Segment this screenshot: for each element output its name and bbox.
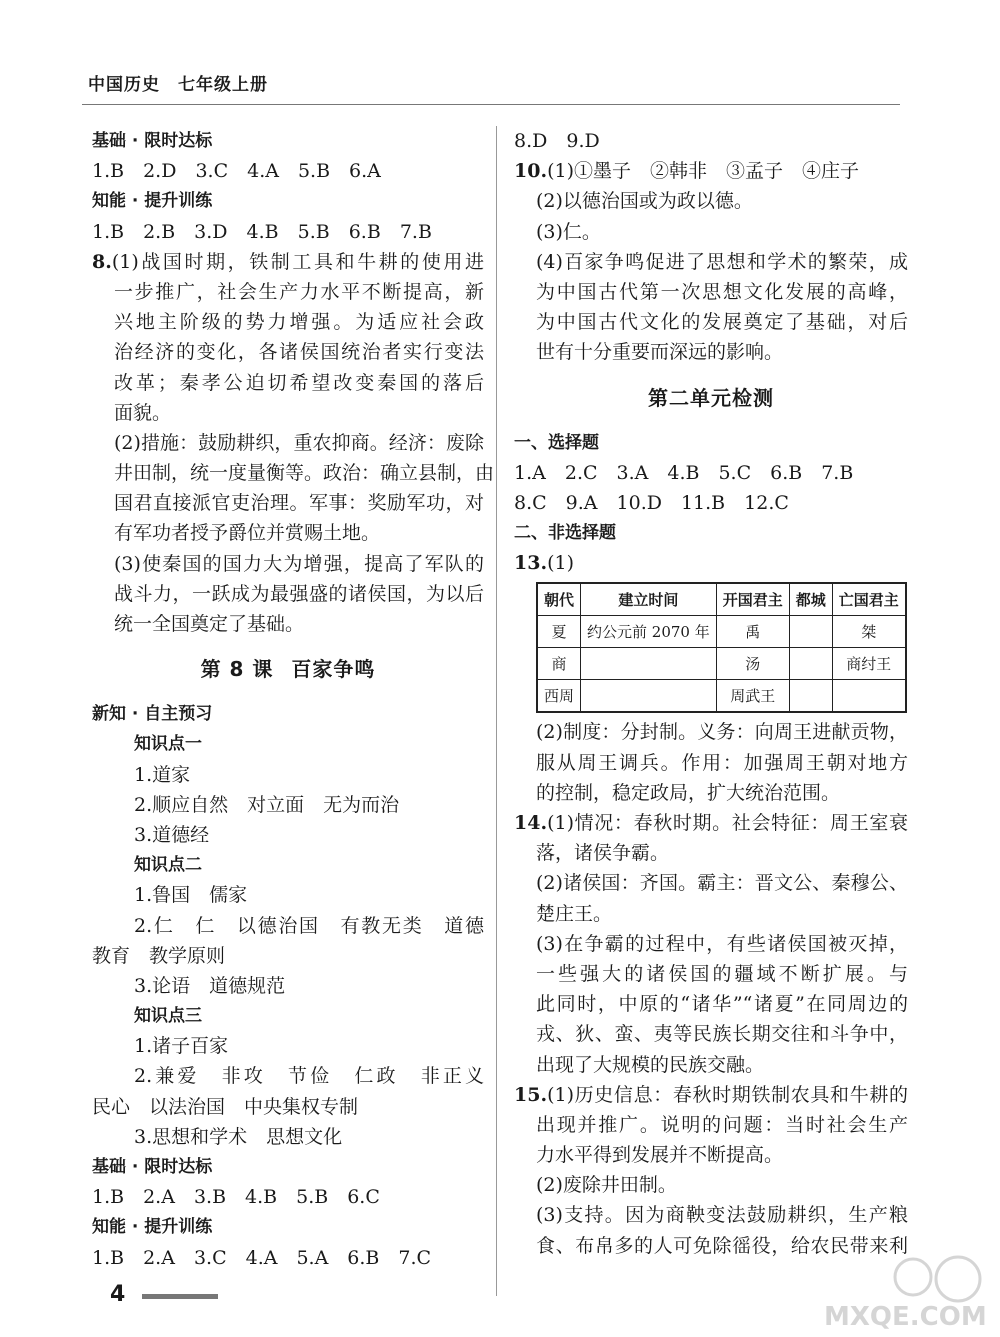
answer-line bbox=[514, 929, 908, 959]
answer-text: 此同时，中原的“诸华”“诸夏”在同周边的 bbox=[536, 993, 908, 1016]
answer-text: 一些强大的诸侯国的疆域不断扩展。与 bbox=[536, 962, 908, 985]
answer-line bbox=[92, 398, 484, 428]
answer-text: 治经济的变化，各诸侯国统治者实行变法 bbox=[114, 341, 484, 364]
section-heading: 新知 · 自主预习 bbox=[92, 704, 213, 725]
answer-line bbox=[92, 428, 484, 458]
answer-line bbox=[92, 1031, 484, 1061]
answer-line bbox=[92, 609, 484, 639]
svg-text:MXQE.COM: MXQE.COM bbox=[824, 1302, 987, 1331]
answer-text: (2)废除井田制。 bbox=[536, 1174, 677, 1197]
answer-line bbox=[92, 790, 484, 820]
table-cell: 禹 bbox=[716, 616, 789, 648]
question-number: 8. bbox=[92, 250, 112, 273]
answer-line bbox=[92, 820, 484, 850]
table-cell: 夏 bbox=[537, 616, 581, 648]
answer-text: (1)情况：春秋时期。社会特征：周王室衰 bbox=[547, 812, 908, 834]
table-cell: 商 bbox=[537, 648, 581, 680]
answer-line bbox=[92, 1092, 484, 1122]
table-row bbox=[537, 680, 906, 713]
answer-text: 教育 教学原则 bbox=[92, 944, 226, 967]
answer-text: (2)诸侯国：齐国。霸主：晋文公、秦穆公、 bbox=[536, 872, 908, 895]
table-cell: 桀 bbox=[832, 616, 906, 648]
answer-line bbox=[92, 971, 484, 1001]
answer-line bbox=[514, 959, 908, 989]
answer-line bbox=[514, 156, 908, 186]
answer-text: (4)百家争鸣促进了思想和学术的繁荣，成 bbox=[536, 250, 908, 273]
answer-text: 出现并推广。说明的问题：当时社会生产 bbox=[536, 1113, 908, 1136]
answer-text: 的控制，稳定政局，扩大统治范围。 bbox=[536, 781, 841, 804]
answer-line bbox=[92, 1243, 484, 1273]
answer-text: 知识点一 bbox=[134, 734, 202, 755]
answer-line bbox=[92, 549, 484, 579]
answer-text: 1.诸子百家 bbox=[134, 1035, 229, 1058]
answer-line bbox=[92, 579, 484, 609]
answer-line bbox=[92, 337, 484, 367]
right-column bbox=[514, 126, 908, 1261]
watermark-logo bbox=[818, 1251, 988, 1331]
answer-text: 8.C 9.A 10.D 11.B 12.C bbox=[514, 491, 789, 514]
answer-text: 兴地主阶级的势力增强。为适应社会政 bbox=[114, 311, 484, 334]
answer-line bbox=[514, 548, 908, 578]
question-number: 10. bbox=[514, 160, 548, 183]
table-cell bbox=[832, 680, 906, 713]
answer-line bbox=[92, 1122, 484, 1152]
answer-line bbox=[92, 1061, 484, 1091]
table-cell bbox=[581, 680, 717, 713]
page-number-bar bbox=[142, 1294, 218, 1299]
answer-text: 力水平得到发展并不断提高。 bbox=[536, 1144, 784, 1167]
answer-text: 1.B 2.A 3.C 4.A 5.A 6.B 7.C bbox=[92, 1246, 432, 1269]
question-number: 13. bbox=[514, 552, 548, 575]
answer-text: 知识点二 bbox=[134, 855, 202, 876]
answer-text: (1)①墨子 ②韩非 ③孟子 ④庄子 bbox=[547, 160, 859, 183]
table-row bbox=[537, 648, 906, 680]
answer-text: (3)使秦国的国力大为增强，提高了军队的 bbox=[114, 552, 484, 575]
answer-text: 1.鲁国 儒家 bbox=[134, 884, 248, 907]
answer-line bbox=[514, 337, 908, 367]
left-column bbox=[92, 126, 495, 1273]
answer-text: (3)支持。因为商鞅变法鼓励耕织，生产粮 bbox=[536, 1204, 908, 1227]
section-heading: 知能 · 提升训练 bbox=[92, 191, 213, 212]
answer-line bbox=[92, 488, 484, 518]
answer-line bbox=[514, 1140, 908, 1170]
answer-line bbox=[92, 1182, 484, 1212]
answer-text: 有军功者授予爵位并赏赐土地。 bbox=[114, 522, 381, 545]
answer-text: 1.A 2.C 3.A 4.B 5.C 6.B 7.B bbox=[514, 461, 854, 484]
table-cell: 周武王 bbox=[716, 680, 789, 713]
knowledge-point-heading bbox=[92, 850, 484, 880]
answer-text: 3.思想和学术 思想文化 bbox=[134, 1125, 343, 1148]
section-heading: 基础 · 限时达标 bbox=[92, 131, 213, 151]
answer-line bbox=[92, 458, 495, 488]
answer-line bbox=[92, 156, 484, 186]
lesson-title-number: 第 8 课 bbox=[200, 657, 274, 682]
answer-line bbox=[514, 217, 908, 247]
table-header-cell: 开国君主 bbox=[716, 583, 789, 616]
answer-line bbox=[514, 1200, 908, 1230]
answer-text: 国君直接派官吏治理。军事：奖励军功，对 bbox=[114, 492, 484, 515]
table-header-cell: 亡国君主 bbox=[832, 583, 906, 616]
answer-text: 8.D 9.D bbox=[514, 130, 600, 152]
answer-line bbox=[514, 899, 908, 929]
dynasty-table bbox=[536, 582, 907, 713]
answer-line bbox=[92, 941, 484, 971]
header-divider bbox=[82, 104, 900, 105]
page-number: 4 bbox=[110, 1282, 126, 1307]
answer-text: 出现了大规模的民族交融。 bbox=[536, 1053, 765, 1076]
answer-text: 战斗力，一跃成为最强盛的诸侯国，为以后 bbox=[114, 582, 484, 605]
answer-text: 2.仁 仁 以德治国 有教无类 道德 bbox=[134, 914, 484, 937]
answer-text: 统一全国奠定了基础。 bbox=[114, 613, 305, 635]
table-row bbox=[537, 616, 906, 648]
table-header-row bbox=[537, 583, 906, 616]
answer-text: (1) bbox=[547, 552, 574, 575]
answer-text: 面貌。 bbox=[114, 401, 172, 424]
answer-line bbox=[514, 808, 908, 838]
answer-line bbox=[514, 989, 908, 1019]
answer-text: 为中国古代第一次思想文化发展的高峰， bbox=[536, 280, 908, 303]
answer-line bbox=[92, 880, 484, 910]
answer-line bbox=[514, 778, 908, 808]
answer-line bbox=[92, 277, 484, 307]
lesson-title bbox=[514, 368, 908, 428]
answer-text: 落，诸侯争霸。 bbox=[536, 842, 670, 865]
answer-line bbox=[514, 458, 908, 488]
answer-text: 3.论语 道德规范 bbox=[134, 974, 286, 997]
table-cell bbox=[789, 680, 832, 713]
question-number: 15. bbox=[514, 1083, 548, 1106]
answer-line bbox=[92, 368, 484, 398]
lesson-title-number: 第二单元检测 bbox=[648, 385, 774, 410]
answer-line bbox=[514, 277, 908, 307]
table-header-cell: 建立时间 bbox=[581, 583, 717, 616]
answer-line bbox=[514, 838, 908, 868]
answer-text: 知识点三 bbox=[134, 1006, 202, 1027]
table-cell: 约公元前 2070 年 bbox=[581, 616, 717, 648]
answer-text: 一步推广，社会生产力水平不断提高，新 bbox=[114, 280, 484, 303]
answer-line bbox=[514, 748, 908, 778]
lesson-title-text: 百家争鸣 bbox=[291, 657, 376, 682]
answer-text: (2)以德治国或为政以德。 bbox=[536, 190, 753, 213]
answer-text: 改革；秦孝公迫切希望改变秦国的落后 bbox=[114, 371, 484, 394]
table-header-cell: 朝代 bbox=[537, 583, 581, 616]
answer-text: 食、布帛多的人可免除徭役，给农民带来利 bbox=[536, 1234, 908, 1257]
answer-text: 2.顺应自然 对立面 无为而治 bbox=[134, 793, 400, 816]
answer-text: 楚庄王。 bbox=[536, 902, 613, 925]
answer-line bbox=[514, 1019, 908, 1049]
answer-text: (2)制度：分封制。义务：向周王进献贡物， bbox=[536, 721, 908, 744]
answer-line bbox=[514, 488, 908, 518]
answer-line bbox=[92, 307, 484, 337]
answer-line bbox=[92, 518, 484, 548]
answer-line bbox=[92, 911, 484, 941]
answer-text: 1.B 2.B 3.D 4.B 5.B 6.B 7.B bbox=[92, 220, 432, 243]
answer-text: 世有十分重要而深远的影响。 bbox=[536, 341, 784, 364]
answer-text: 1.道家 bbox=[134, 763, 191, 786]
answer-line bbox=[92, 760, 484, 790]
answer-line bbox=[514, 186, 908, 216]
answer-text: 3.道德经 bbox=[134, 823, 210, 846]
section-heading: 知能 · 提升训练 bbox=[92, 1217, 213, 1238]
answer-line bbox=[514, 247, 908, 277]
answer-line bbox=[514, 126, 908, 156]
answer-text: 1.B 2.A 3.B 4.B 5.B 6.C bbox=[92, 1186, 380, 1209]
answer-text: (2)措施：鼓励耕织，重农抑商。经济：废除 bbox=[114, 431, 484, 454]
table-cell bbox=[581, 648, 717, 680]
table-cell: 商纣王 bbox=[832, 648, 906, 680]
answer-line bbox=[92, 217, 484, 247]
table-header-cell: 都城 bbox=[789, 583, 832, 616]
answer-line bbox=[514, 1170, 908, 1200]
answer-text: (3)在争霸的过程中，有些诸侯国被灭掉， bbox=[536, 932, 908, 955]
table-cell: 西周 bbox=[537, 680, 581, 713]
section-heading: 一、选择题 bbox=[514, 432, 599, 453]
table-cell bbox=[789, 616, 832, 648]
answer-text: 2.兼爱 非攻 节俭 仁政 非正义 bbox=[134, 1065, 484, 1088]
page-header: 中国历史 七年级上册 bbox=[88, 75, 268, 95]
knowledge-point-heading bbox=[92, 729, 484, 759]
answer-text: 1.B 2.D 3.C 4.A 5.B 6.A bbox=[92, 160, 381, 183]
column-divider bbox=[496, 126, 497, 1296]
answer-text: 民心 以法治国 中央集权专制 bbox=[92, 1095, 359, 1118]
section-heading: 二、非选择题 bbox=[514, 523, 616, 544]
answer-text: (1)战国时期，铁制工具和牛耕的使用进 bbox=[111, 250, 484, 273]
section-heading: 基础 · 限时达标 bbox=[92, 1157, 213, 1177]
table-cell bbox=[789, 648, 832, 680]
lesson-title bbox=[92, 639, 484, 699]
answer-line bbox=[514, 307, 908, 337]
answer-text: 为中国古代文化的发展奠定了基础，对后 bbox=[536, 311, 908, 334]
answer-text: 井田制，统一度量衡等。政治：确立县制，由 bbox=[114, 462, 495, 485]
question-number: 14. bbox=[514, 812, 548, 834]
answer-text: (3)仁。 bbox=[536, 220, 601, 243]
answer-text: 服从周王调兵。作用：加强周王朝对地方 bbox=[536, 751, 908, 774]
answer-line bbox=[514, 1080, 908, 1110]
answer-line bbox=[514, 1050, 908, 1080]
answer-line bbox=[514, 717, 908, 747]
answer-line bbox=[514, 1110, 908, 1140]
answer-text: (1)历史信息：春秋时期铁制农具和牛耕的 bbox=[547, 1083, 908, 1106]
table-cell: 汤 bbox=[716, 648, 789, 680]
answer-line bbox=[92, 247, 484, 277]
answer-text: 戎、狄、蛮、夷等民族长期交往和斗争中， bbox=[536, 1023, 908, 1046]
answer-line bbox=[514, 868, 908, 898]
knowledge-point-heading bbox=[92, 1001, 484, 1031]
